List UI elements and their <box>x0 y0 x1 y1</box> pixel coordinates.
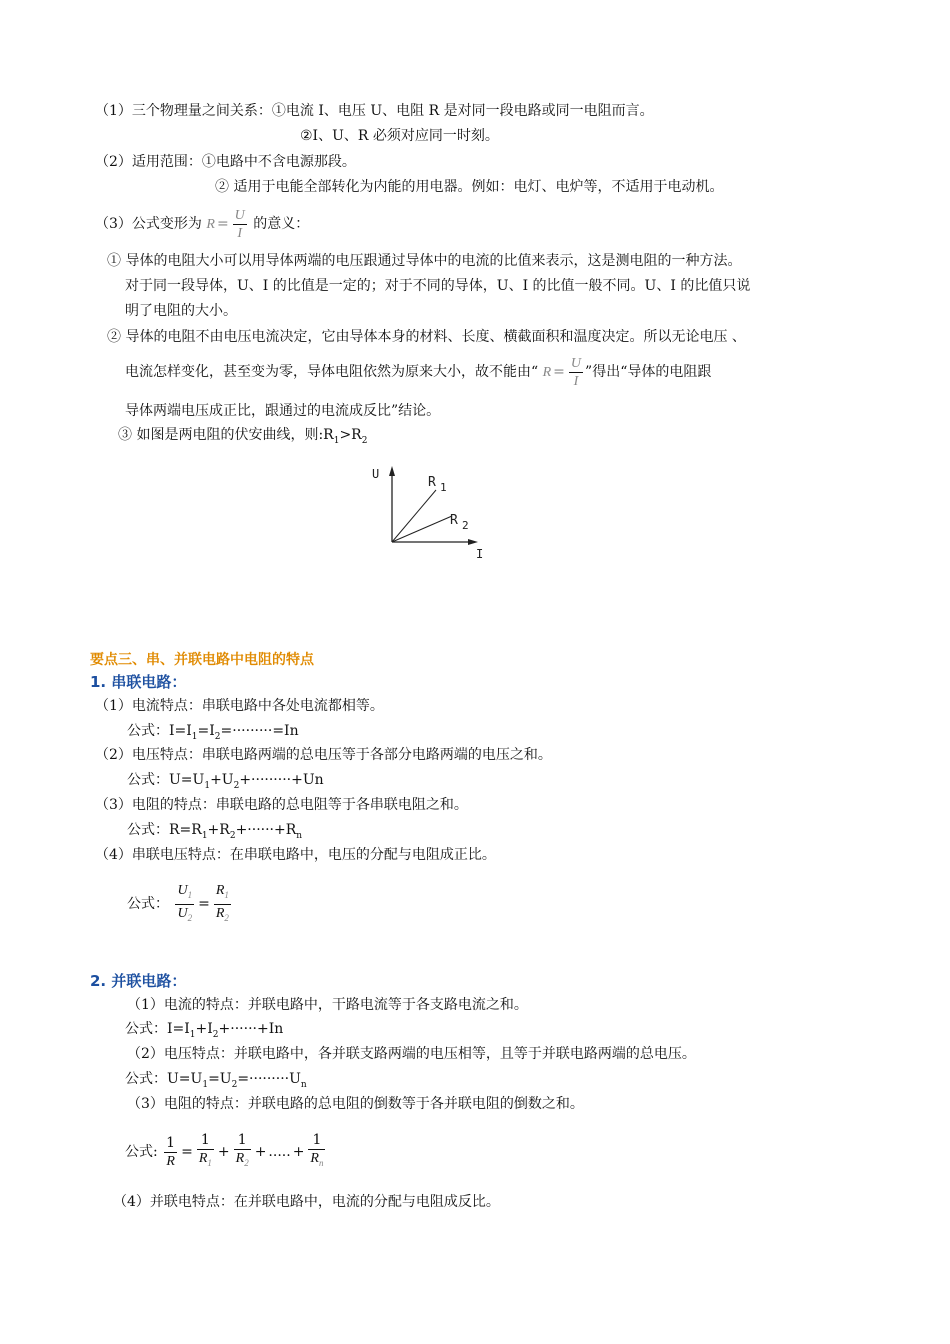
formula-line <box>125 352 711 392</box>
r2-line <box>392 516 452 542</box>
text-span: +······+In <box>218 1021 284 1037</box>
subscript: 2 <box>231 1079 238 1090</box>
subscript: n <box>296 830 303 841</box>
numerator: U <box>570 355 582 371</box>
numerator: 1 <box>308 1132 325 1150</box>
math-symbol: R <box>542 365 552 380</box>
subscript: 2 <box>187 912 193 923</box>
y-axis-label: U <box>372 467 380 481</box>
subscript: 2 <box>214 731 221 742</box>
text-line: （2）适用范围：①电路中不含电源那段。 <box>95 154 356 170</box>
math-symbol: R <box>215 882 225 898</box>
text-line: （4）串联电压特点：在串联电路中，电压的分配与电阻成正比。 <box>95 847 496 863</box>
subsection-heading-series: 1. 串联电路： <box>90 673 187 691</box>
text-line: （1）三个物理量之间关系：①电流 I、电压 U、电阻 R 是对同一段电路或同一电阻而言。 <box>95 103 654 119</box>
numerator <box>175 882 194 905</box>
denominator: I <box>573 373 579 389</box>
math-operator: = <box>553 364 565 380</box>
denominator <box>197 1150 214 1172</box>
text-span: +R <box>207 822 230 838</box>
subscript: 1 <box>207 1157 212 1168</box>
text-span: +I <box>195 1021 213 1037</box>
text-line: （3）电阻的特点：并联电路的总电阻的倒数等于各并联电阻的倒数之和。 <box>127 1096 584 1112</box>
text-span: ③ 如图是两电阻的伏安曲线，则:R <box>118 427 334 443</box>
text-span: （3）公式变形为 <box>95 216 202 232</box>
denominator <box>214 905 231 927</box>
denominator <box>175 905 194 927</box>
subscript: n <box>318 1157 324 1168</box>
text-span: +······+R <box>235 822 297 838</box>
subscript: 1 <box>202 1079 209 1090</box>
text-span: 公式：I=I <box>127 723 192 739</box>
r2-label: R <box>450 513 458 528</box>
text-span: ”得出“导体的电阻跟 <box>585 364 712 380</box>
math-dots: ..... <box>268 1144 291 1160</box>
denominator <box>234 1150 251 1172</box>
r1-line <box>392 490 436 542</box>
formula-line <box>95 204 309 244</box>
text-span: +·········+Un <box>239 772 324 788</box>
text-span: 公式：U=U <box>125 1071 203 1087</box>
subscript: 2 <box>229 830 236 841</box>
math-symbol: R <box>198 1151 208 1167</box>
text-line: （4）并联电特点：在并联电路中，电流的分配与电阻成反比。 <box>113 1194 500 1210</box>
r1-label: R <box>428 475 436 490</box>
math-operator: + <box>292 1144 305 1160</box>
math-symbol: R <box>206 217 215 232</box>
denominator: I <box>237 225 243 241</box>
section-title: 要点三、串、并联电路中电阻的特点 <box>90 652 314 668</box>
fraction-1-over-r2 <box>234 1132 251 1172</box>
numerator: 1 <box>166 1134 176 1151</box>
subscript: 1 <box>204 780 211 791</box>
text-line: （1）电流特点：串联电路中各处电流都相等。 <box>95 698 384 714</box>
text-span: 公式：I=I <box>125 1021 190 1037</box>
subscript: 2 <box>224 912 229 923</box>
text-span: 公式：U=U <box>127 772 205 788</box>
text-line: 明了电阻的大小。 <box>125 303 237 319</box>
subscript: 2 <box>244 1157 249 1168</box>
denominator: R <box>166 1153 175 1169</box>
math-symbol: R <box>235 1151 245 1167</box>
math-symbol: R <box>310 1151 319 1167</box>
fraction-u-over-i <box>233 207 247 242</box>
subscript: 1 <box>189 1029 196 1040</box>
fraction-1-over-r1 <box>197 1132 214 1172</box>
formula-line <box>127 876 233 932</box>
vi-curve-graph <box>368 462 498 564</box>
text-line: ① 导体的电阻大小可以用导体两端的电压跟通过导体中的电流的比值来表示，这是测电阻的一种方法。 <box>107 253 742 269</box>
math-operator: = <box>216 216 229 232</box>
formula-line <box>127 721 299 747</box>
text-line: 对于同一段导体，U、I 的比值是一定的；对于不同的导体，U、I 的比值一般不同。U、I 的比值只说 <box>125 278 751 294</box>
subscript: 1 <box>191 731 198 742</box>
r1-subscript: 1 <box>440 481 447 494</box>
text-line: （1）电流的特点：并联电路中，干路电流等于各支路电流之和。 <box>127 997 528 1013</box>
subscript: 2 <box>212 1029 219 1040</box>
formula-line <box>127 770 324 796</box>
math-operator: = <box>198 896 210 912</box>
x-axis-arrow <box>468 539 478 545</box>
subscript: 2 <box>233 780 240 791</box>
text-span: 的意义： <box>253 216 310 232</box>
text-span: =I <box>197 723 215 739</box>
formula-line <box>125 1069 307 1095</box>
text-line: ② 适用于电能全部转化为内能的用电器。例如：电灯、电炉等，不适用于电动机。 <box>215 179 724 195</box>
numerator: 1 <box>234 1132 251 1150</box>
fraction-u1-over-u2 <box>175 882 194 927</box>
text-line <box>118 425 367 451</box>
text-span: 公式: <box>125 1144 158 1160</box>
text-line: （2）电压特点：并联电路中，各并联支路两端的电压相等，且等于并联电路两端的总电压。 <box>127 1046 696 1062</box>
subscript: 2 <box>361 435 368 446</box>
text-line: （2）电压特点：串联电路两端的总电压等于各部分电路两端的电压之和。 <box>95 747 552 763</box>
text-line: （3）电阻的特点：串联电路的总电阻等于各串联电阻之和。 <box>95 797 468 813</box>
text-span: 公式： <box>127 896 169 912</box>
math-symbol: U <box>177 905 188 921</box>
subscript: 1 <box>224 889 229 900</box>
math-operator: + <box>254 1144 267 1160</box>
numerator: U <box>234 207 245 223</box>
formula-line <box>127 820 302 846</box>
subscript: 1 <box>201 830 208 841</box>
text-span: +U <box>210 772 234 788</box>
denominator <box>308 1150 325 1172</box>
fraction-1-over-rn <box>308 1132 325 1172</box>
text-span: 公式：R=R <box>127 822 202 838</box>
r2-subscript: 2 <box>462 519 469 532</box>
text-span: >R <box>339 427 362 443</box>
text-span: 电流怎样变化，甚至变为零，导体电阻依然为原来大小，故不能由“ <box>125 364 539 380</box>
math-symbol: U <box>177 882 188 898</box>
subscript: 1 <box>187 889 193 900</box>
text-line: ②I、U、R 必须对应同一时刻。 <box>300 128 499 144</box>
formula-line <box>125 1019 283 1045</box>
formula-line <box>125 1124 327 1180</box>
numerator <box>214 882 231 905</box>
subscript: 1 <box>333 435 340 446</box>
subsection-heading-parallel: 2. 并联电路： <box>90 972 187 990</box>
text-span: =·········U <box>237 1071 301 1087</box>
text-span: =U <box>208 1071 232 1087</box>
y-axis-arrow <box>389 466 395 476</box>
numerator: 1 <box>197 1132 214 1150</box>
fraction-r1-over-r2 <box>214 882 231 927</box>
text-line: 导体两端电压成正比，跟通过的电流成反比”结论。 <box>125 403 441 419</box>
text-line: ② 导体的电阻不由电压电流决定，它由导体本身的材料、长度、横截面积和温度决定。所以无论电压 、 <box>107 329 746 345</box>
math-symbol: R <box>215 905 225 921</box>
x-axis-label: I <box>476 547 484 561</box>
math-operator: + <box>217 1144 230 1160</box>
fraction-1-over-r <box>164 1135 177 1170</box>
text-span: =·········=In <box>220 723 299 739</box>
fraction-u-over-i <box>569 355 583 390</box>
subscript: n <box>300 1079 307 1090</box>
math-operator: = <box>181 1144 193 1160</box>
